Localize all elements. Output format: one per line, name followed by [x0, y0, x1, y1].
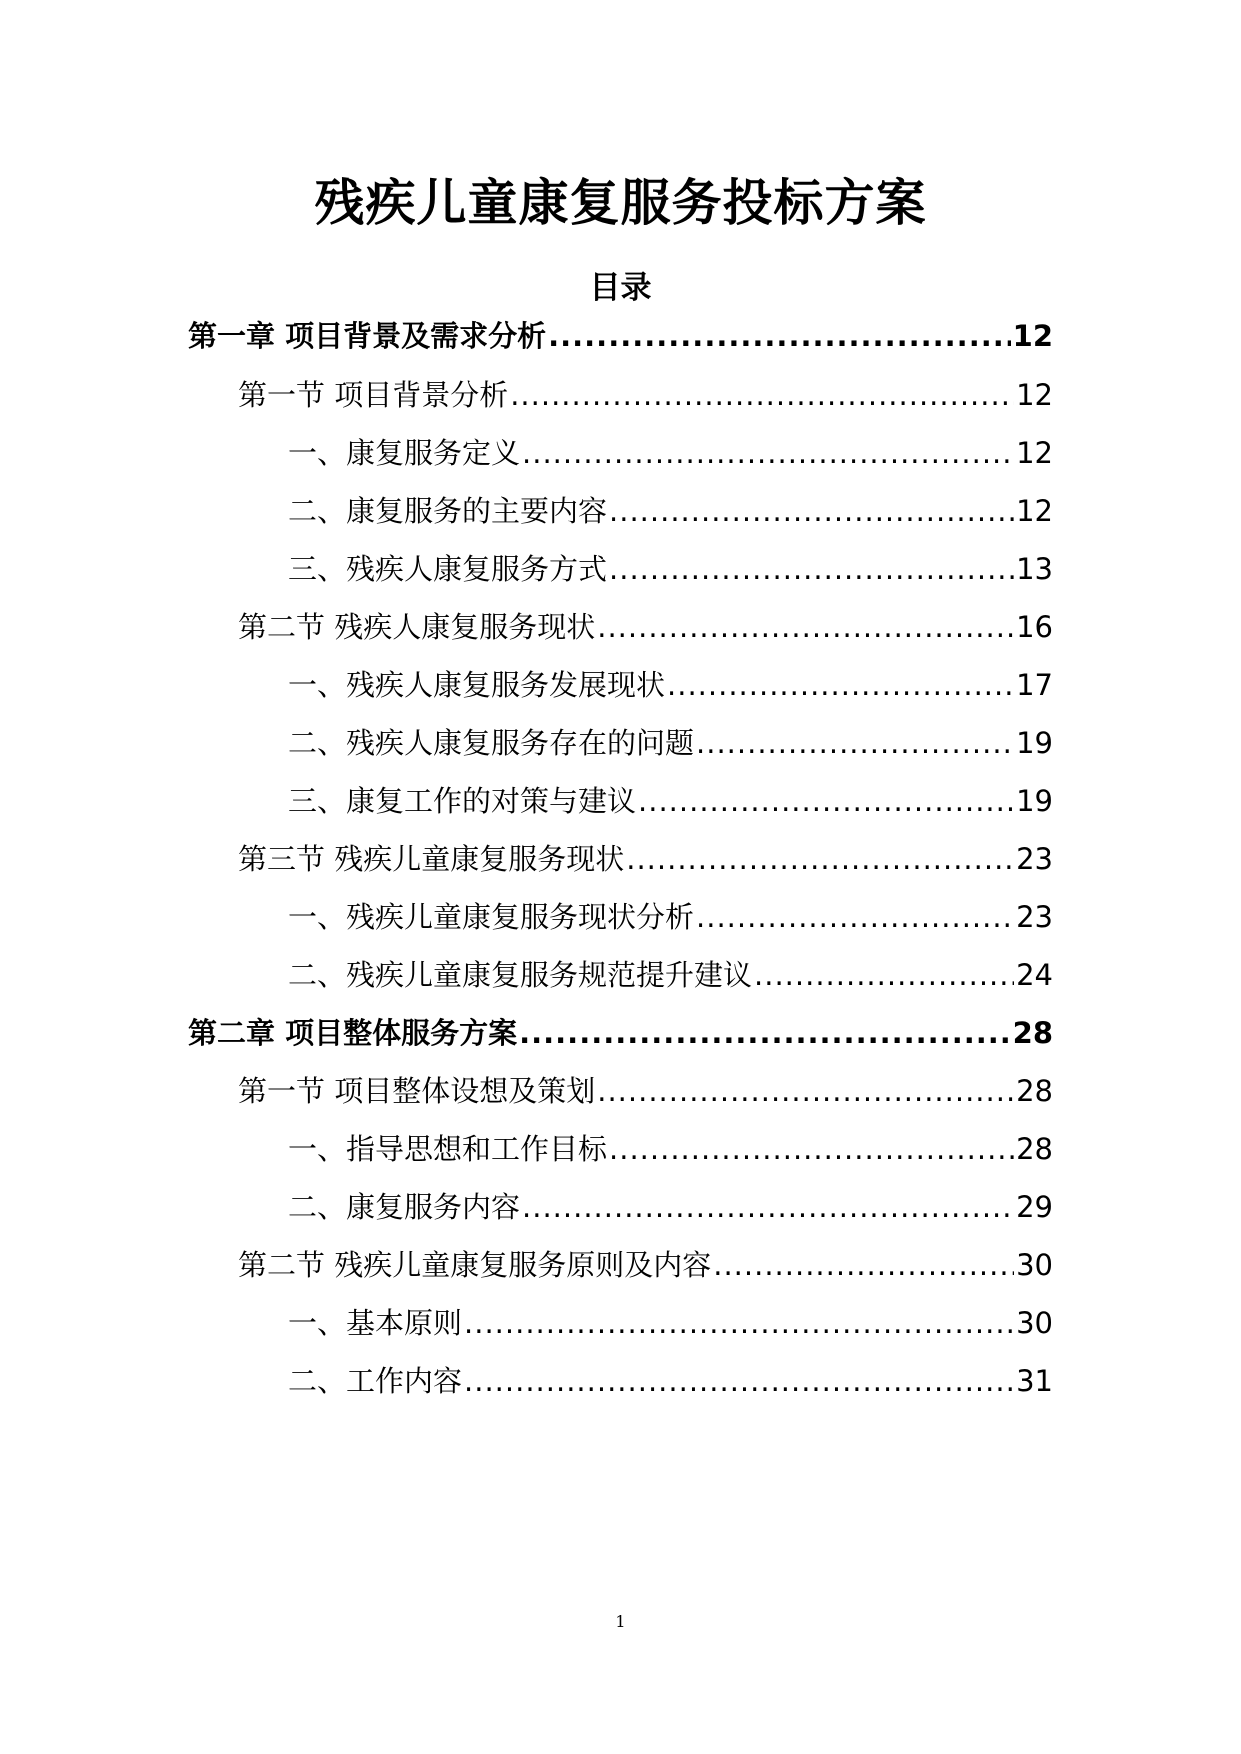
toc-entry-section[interactable]	[238, 837, 1053, 881]
toc-entry-page: 12	[1012, 319, 1053, 353]
toc-entry-text: 二、康复服务的主要内容	[288, 494, 608, 528]
toc-entry-text: 第三节 残疾儿童康复服务现状	[238, 842, 625, 876]
toc-dot-leader	[609, 1127, 1014, 1171]
toc-entry-page: 28	[1012, 1016, 1053, 1050]
toc-entry-text: 第二章 项目整体服务方案	[188, 1016, 518, 1050]
toc-entry-text: 第一节 项目背景分析	[238, 378, 509, 412]
toc-dot-leader	[626, 837, 1014, 881]
toc-dot-leader	[522, 1185, 1014, 1229]
toc-dot-leader	[522, 431, 1014, 475]
toc-entry-text: 三、残疾人康复服务方式	[288, 552, 608, 586]
toc-entry-subsection[interactable]	[288, 663, 1053, 707]
toc-dot-leader	[696, 895, 1014, 939]
toc-dot-leader	[696, 721, 1014, 765]
toc-entry-text: 三、康复工作的对策与建议	[288, 784, 637, 818]
toc-entry-page: 13	[1016, 552, 1053, 586]
toc-entry-page: 31	[1016, 1364, 1053, 1398]
toc-entry-page: 19	[1016, 726, 1053, 760]
toc-entry-subsection[interactable]	[288, 953, 1053, 997]
toc-entry-text: 二、残疾人康复服务存在的问题	[288, 726, 695, 760]
document-title: 残疾儿童康复服务投标方案	[314, 174, 927, 232]
toc-dot-leader	[609, 489, 1014, 533]
toc-entry-page: 19	[1016, 784, 1053, 818]
toc-entry-subsection[interactable]	[288, 1301, 1053, 1345]
toc-dot-leader	[464, 1301, 1014, 1345]
toc-entry-page: 12	[1016, 436, 1053, 470]
toc-entry-chapter-2[interactable]	[188, 1011, 1053, 1055]
toc-dot-leader	[713, 1243, 1014, 1287]
toc-entry-text: 二、残疾儿童康复服务规范提升建议	[288, 958, 753, 992]
toc-heading: 目录	[589, 270, 652, 306]
toc-entry-page: 29	[1016, 1190, 1053, 1224]
toc-entry-subsection[interactable]	[288, 1359, 1053, 1403]
toc-entry-chapter-1[interactable]	[188, 314, 1053, 358]
toc-entry-section[interactable]	[238, 605, 1053, 649]
toc-entry-text: 二、工作内容	[288, 1364, 463, 1398]
toc-entry-page: 12	[1016, 494, 1053, 528]
toc-entry-text: 第一节 项目整体设想及策划	[238, 1074, 596, 1108]
toc-entry-text: 一、康复服务定义	[288, 436, 521, 470]
toc-entry-text: 一、指导思想和工作目标	[288, 1132, 608, 1166]
toc-dot-leader	[754, 953, 1014, 997]
toc-entry-subsection[interactable]	[288, 547, 1053, 591]
toc-entry-subsection[interactable]	[288, 431, 1053, 475]
toc-dot-leader	[597, 1069, 1014, 1113]
toc-entry-text: 二、康复服务内容	[288, 1190, 521, 1224]
toc-entry-text: 一、残疾人康复服务发展现状	[288, 668, 666, 702]
toc-dot-leader	[597, 605, 1014, 649]
toc-entry-section[interactable]	[238, 1243, 1053, 1287]
toc-dot-leader	[519, 1011, 1011, 1055]
toc-entry-text: 一、残疾儿童康复服务现状分析	[288, 900, 695, 934]
toc-entry-page: 12	[1016, 378, 1053, 412]
toc-dot-leader	[464, 1359, 1014, 1403]
toc-entry-text: 一、基本原则	[288, 1306, 463, 1340]
toc-entry-section[interactable]	[238, 1069, 1053, 1113]
toc-entry-text: 第二节 残疾儿童康复服务原则及内容	[238, 1248, 712, 1282]
toc-entry-page: 30	[1016, 1306, 1053, 1340]
toc-dot-leader	[638, 779, 1014, 823]
toc-entry-subsection[interactable]	[288, 779, 1053, 823]
toc-entry-section[interactable]	[238, 373, 1053, 417]
toc-entry-subsection[interactable]	[288, 1185, 1053, 1229]
toc-entry-page: 30	[1016, 1248, 1053, 1282]
toc-entry-subsection[interactable]	[288, 895, 1053, 939]
toc-entry-subsection[interactable]	[288, 489, 1053, 533]
toc-entry-subsection[interactable]	[288, 721, 1053, 765]
page-number: 1	[615, 1612, 626, 1631]
toc-entry-text: 第一章 项目背景及需求分析	[188, 319, 547, 353]
toc-entry-subsection[interactable]	[288, 1127, 1053, 1171]
toc-dot-leader	[510, 373, 1014, 417]
toc-entry-page: 24	[1016, 958, 1053, 992]
toc-dot-leader	[667, 663, 1014, 707]
toc-dot-leader	[609, 547, 1014, 591]
toc-entry-text: 第二节 残疾人康复服务现状	[238, 610, 596, 644]
toc-entry-page: 23	[1016, 900, 1053, 934]
toc-entry-page: 28	[1016, 1074, 1053, 1108]
toc-dot-leader	[548, 314, 1011, 358]
toc-entry-page: 16	[1016, 610, 1053, 644]
toc-entry-page: 17	[1016, 668, 1053, 702]
toc-entry-page: 23	[1016, 842, 1053, 876]
toc-entry-page: 28	[1016, 1132, 1053, 1166]
